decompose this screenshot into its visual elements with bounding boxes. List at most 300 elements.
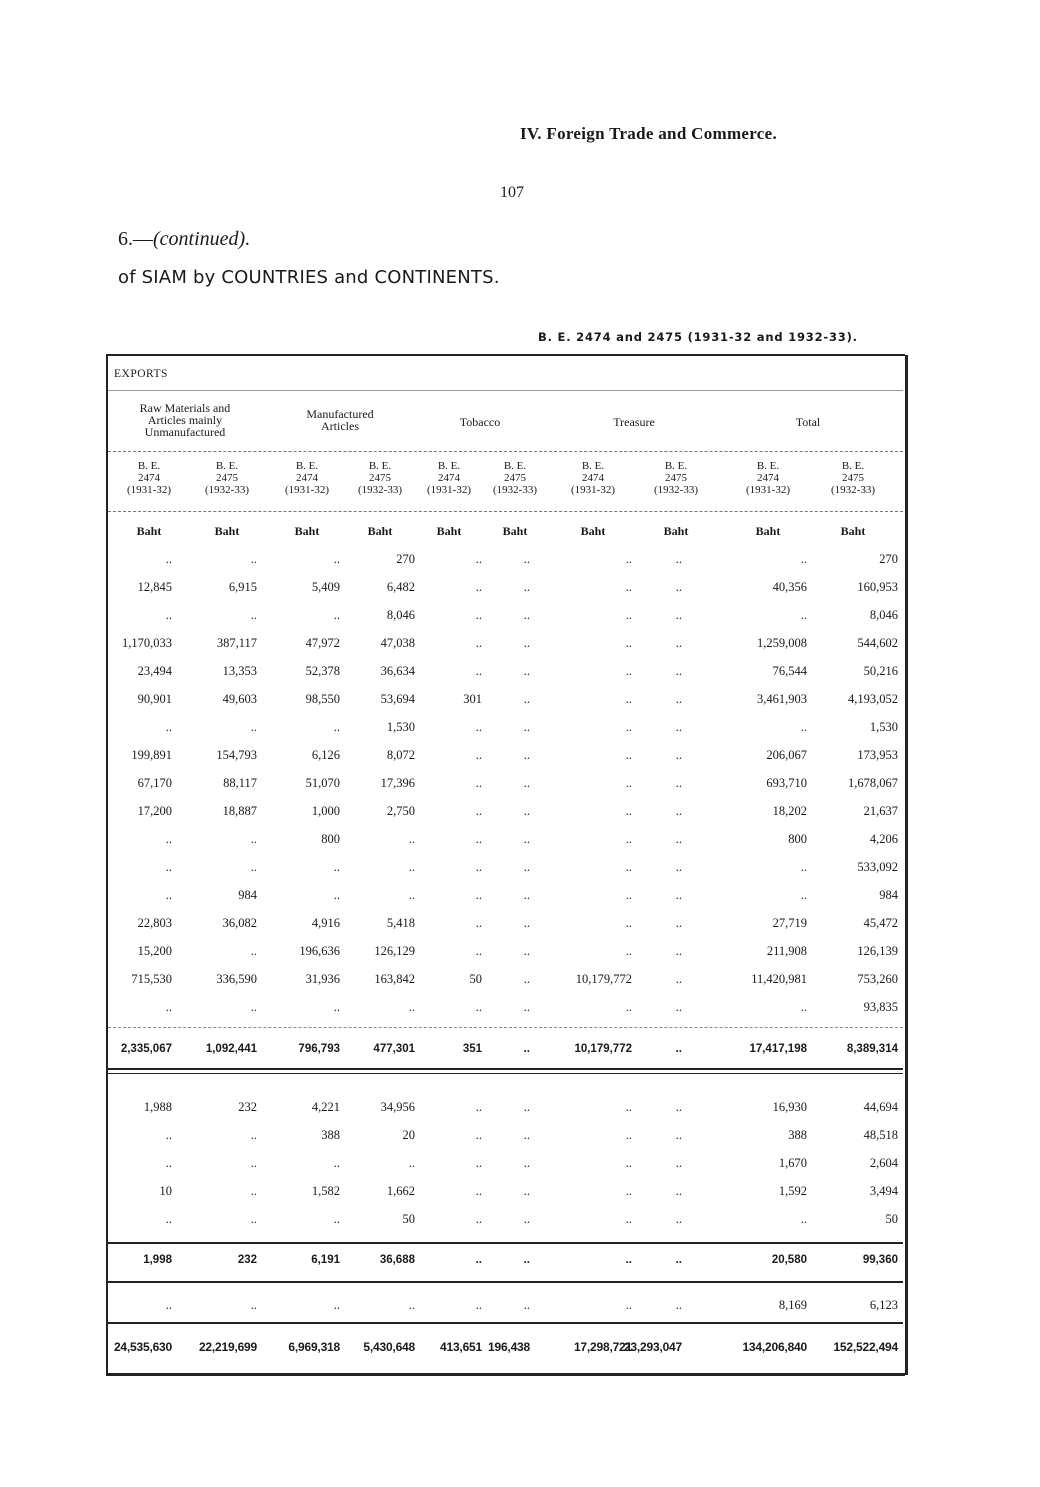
table-row-cell: .. xyxy=(523,552,530,566)
table-row-cell: .. xyxy=(165,1212,172,1226)
column-header-line: 2474 xyxy=(438,472,460,484)
column-header-line: B. E. xyxy=(437,460,461,472)
table-row-cell: 50 xyxy=(402,1212,415,1226)
table-row-cell: 1,170,033 xyxy=(122,636,172,650)
subtotal-cell: 351 xyxy=(462,1043,482,1055)
table-row-cell: .. xyxy=(523,944,530,958)
table-row-cell: .. xyxy=(165,720,172,734)
table-row-cell: .. xyxy=(523,1212,530,1226)
table-row-cell: .. xyxy=(625,1156,632,1170)
table-row-cell: .. xyxy=(250,860,257,874)
table-row-cell: 1,000 xyxy=(311,804,340,818)
table-row-cell: 1,670 xyxy=(778,1156,807,1170)
table-row-cell: 11,420,981 xyxy=(751,972,807,986)
table-row-cell: 48,518 xyxy=(863,1128,898,1142)
table-row-cell: 196,636 xyxy=(299,944,340,958)
table-row-cell: .. xyxy=(800,888,807,902)
group-header-line: Raw Materials and xyxy=(139,401,231,415)
table-row-cell: .. xyxy=(800,860,807,874)
table-row-cell: 52,378 xyxy=(305,664,340,678)
table-row-cell: 3,494 xyxy=(869,1184,898,1198)
column-header-line: 2475 xyxy=(842,472,864,484)
table-row-cell: .. xyxy=(165,552,172,566)
table-row-cell: .. xyxy=(250,1212,257,1226)
period-label: B. E. 2474 and 2475 (1931-32 and 1932-33). xyxy=(538,330,858,344)
table-row-cell: 1,530 xyxy=(386,720,415,734)
continued-title xyxy=(118,228,250,251)
table-row-cell: .. xyxy=(523,804,530,818)
exports-label: EXPORTS xyxy=(114,368,168,380)
table-row-cell: .. xyxy=(675,664,682,678)
table-row-cell: 50 xyxy=(885,1212,898,1226)
grand-total-cell: 22,219,699 xyxy=(198,1340,257,1354)
table-row-cell: 163,842 xyxy=(374,972,415,986)
table-row-cell: .. xyxy=(625,1128,632,1142)
table-number: 6.— xyxy=(118,228,153,250)
table-row-cell: .. xyxy=(625,608,632,622)
column-header-line: 2475 xyxy=(216,472,238,484)
column-header-line: B. E. xyxy=(581,460,605,472)
unit-label: Baht xyxy=(840,524,866,538)
column-header-line: (1931-32) xyxy=(127,484,171,496)
table-row-cell: 6,126 xyxy=(311,748,340,762)
section-heading: IV. Foreign Trade and Commerce. xyxy=(520,124,778,143)
group-header-line: Tobacco xyxy=(459,415,501,429)
subtotal-cell: .. xyxy=(523,1254,530,1266)
table-row-cell: 8,046 xyxy=(869,608,898,622)
column-header-line: 2474 xyxy=(296,472,318,484)
table-row-cell: .. xyxy=(625,692,632,706)
table-row-cell: 160,953 xyxy=(857,580,898,594)
table-row-cell: .. xyxy=(625,552,632,566)
page-number: 107 xyxy=(500,184,524,201)
table-row-cell: 50 xyxy=(469,972,482,986)
table-row-cell: 98,550 xyxy=(305,692,340,706)
table-row-cell: .. xyxy=(625,832,632,846)
table-row-cell: .. xyxy=(675,608,682,622)
column-header-line: 2475 xyxy=(665,472,687,484)
table-row-cell: .. xyxy=(800,1000,807,1014)
column-header-line: (1931-32) xyxy=(285,484,329,496)
unit-label: Baht xyxy=(136,524,162,538)
table-row-cell: 544,602 xyxy=(857,636,898,650)
table-row-cell: 4,221 xyxy=(311,1100,340,1114)
table-row-cell: .. xyxy=(475,860,482,874)
table-row-cell: 8,046 xyxy=(386,608,415,622)
table-row-cell: 16,930 xyxy=(772,1100,807,1114)
column-header-line: B. E. xyxy=(756,460,780,472)
table-row-cell: .. xyxy=(523,580,530,594)
grand-total-rule xyxy=(108,1322,903,1324)
table-row-cell: 49,603 xyxy=(222,692,257,706)
table-row-cell: .. xyxy=(333,720,340,734)
table-row-cell: .. xyxy=(523,1100,530,1114)
subtotal-a-rule xyxy=(108,1027,903,1028)
table-row-cell: 36,082 xyxy=(222,916,257,930)
table-row-cell: .. xyxy=(250,832,257,846)
table-row-cell: 22,803 xyxy=(137,916,172,930)
column-header-line: B. E. xyxy=(503,460,527,472)
grand-total-cell: 5,430,648 xyxy=(363,1340,415,1354)
table-row-cell: .. xyxy=(523,664,530,678)
table-row-cell: .. xyxy=(408,860,415,874)
table-row-cell: 93,835 xyxy=(863,1000,898,1014)
table-row-cell: .. xyxy=(250,1156,257,1170)
column-header xyxy=(480,460,550,496)
unit-label: Baht xyxy=(502,524,528,538)
table-row-cell: 2,750 xyxy=(386,804,415,818)
table-row-cell: .. xyxy=(675,720,682,734)
table-row-cell: .. xyxy=(408,1000,415,1014)
subtotal-cell: .. xyxy=(475,1254,482,1266)
row-c-rule xyxy=(108,1281,903,1283)
table-row-cell: .. xyxy=(675,1100,682,1114)
table-row-cell: .. xyxy=(675,1298,682,1312)
table-row-cell: .. xyxy=(475,636,482,650)
group-header-5 xyxy=(728,416,888,428)
table-row-cell: .. xyxy=(475,664,482,678)
table-row-cell: .. xyxy=(675,972,682,986)
table-row-cell: 800 xyxy=(321,832,340,846)
table-row-cell: .. xyxy=(675,944,682,958)
unit-label: Baht xyxy=(214,524,240,538)
subtotal-cell: 232 xyxy=(237,1254,257,1266)
table-row-cell: 6,123 xyxy=(869,1298,898,1312)
table-row-cell: .. xyxy=(408,1298,415,1312)
group-header-4 xyxy=(554,416,714,428)
table-row-cell: 13,353 xyxy=(222,664,257,678)
table-row-cell: .. xyxy=(165,1156,172,1170)
table-row-cell: .. xyxy=(475,1184,482,1198)
table-row-cell: .. xyxy=(523,720,530,734)
table-row-cell: .. xyxy=(475,888,482,902)
table-row-cell: .. xyxy=(523,1000,530,1014)
table-row-cell: 67,170 xyxy=(137,776,172,790)
table-row-cell: .. xyxy=(250,608,257,622)
table-row-cell: .. xyxy=(165,1000,172,1014)
table-row-cell: 45,472 xyxy=(863,916,898,930)
table-row-cell: .. xyxy=(475,1298,482,1312)
table-row-cell: 211,908 xyxy=(766,944,807,958)
table-row-cell: .. xyxy=(675,804,682,818)
table-row-cell: .. xyxy=(625,1212,632,1226)
table-row-cell: 6,482 xyxy=(386,580,415,594)
grand-total-cell: 24,535,630 xyxy=(113,1340,172,1354)
table-row-cell: .. xyxy=(250,552,257,566)
table-row-cell: 388 xyxy=(788,1128,807,1142)
subtotal-cell: 2,335,067 xyxy=(120,1043,172,1055)
subtotal-cell: 1,092,441 xyxy=(205,1043,257,1055)
column-header xyxy=(345,460,415,496)
table-row-cell: 36,634 xyxy=(380,664,415,678)
table-row-cell: .. xyxy=(800,720,807,734)
grand-total-cell: 23,293,047 xyxy=(623,1340,682,1354)
table-row-cell: .. xyxy=(675,552,682,566)
table-row-cell: .. xyxy=(625,944,632,958)
subtotal-cell: 1,998 xyxy=(143,1254,172,1266)
table-row-cell: .. xyxy=(165,832,172,846)
table-row-cell: 336,590 xyxy=(216,972,257,986)
table-row-cell: 47,972 xyxy=(305,636,340,650)
subtotal-cell: .. xyxy=(675,1254,682,1266)
table-row-cell: 270 xyxy=(879,552,898,566)
table-row-cell: 387,117 xyxy=(216,636,257,650)
column-header-line: 2475 xyxy=(504,472,526,484)
table-row-cell: .. xyxy=(523,832,530,846)
table-row-cell: .. xyxy=(523,972,530,986)
table-row-cell: 50,216 xyxy=(863,664,898,678)
table-row-cell: .. xyxy=(523,608,530,622)
table-row-cell: .. xyxy=(675,748,682,762)
subtotal-cell: 10,179,772 xyxy=(574,1043,632,1055)
table-row-cell: .. xyxy=(675,916,682,930)
group-header-3 xyxy=(400,416,560,428)
table-row-cell: .. xyxy=(625,664,632,678)
column-header-line: 2474 xyxy=(757,472,779,484)
table-row-cell: 21,637 xyxy=(863,804,898,818)
table-row-cell: .. xyxy=(333,888,340,902)
table-row-cell: .. xyxy=(625,1100,632,1114)
table-row-cell: 3,461,903 xyxy=(757,692,807,706)
table-row-cell: .. xyxy=(523,1298,530,1312)
table-row-cell: 199,891 xyxy=(131,748,172,762)
table-row-cell: 1,678,067 xyxy=(848,776,898,790)
table-row-cell: .. xyxy=(408,832,415,846)
table-row-cell: .. xyxy=(475,804,482,818)
column-header xyxy=(558,460,628,496)
column-header-line: (1932-33) xyxy=(831,484,875,496)
subtotal-b-rule xyxy=(108,1242,903,1244)
group-header-2 xyxy=(260,408,420,432)
grand-total-cell: 152,522,494 xyxy=(833,1340,898,1354)
table-row-cell: 12,845 xyxy=(137,580,172,594)
table-row-cell: .. xyxy=(475,776,482,790)
table-row-cell: .. xyxy=(523,748,530,762)
table-row-cell: .. xyxy=(675,636,682,650)
group-header-line: Manufactured xyxy=(306,407,374,421)
table-row-cell: .. xyxy=(475,580,482,594)
table-row-cell: 126,129 xyxy=(374,944,415,958)
table-row-cell: 8,072 xyxy=(386,748,415,762)
column-header-line: (1931-32) xyxy=(746,484,790,496)
table-row-cell: .. xyxy=(475,720,482,734)
table-row-cell: .. xyxy=(675,860,682,874)
table-row-cell: 76,544 xyxy=(772,664,807,678)
table-row-cell: .. xyxy=(675,1156,682,1170)
table-row-cell: 232 xyxy=(238,1100,257,1114)
subtotal-cell: 99,360 xyxy=(862,1254,898,1266)
table-row-cell: .. xyxy=(475,916,482,930)
table-row-cell: 4,193,052 xyxy=(848,692,898,706)
table-row-cell: 1,988 xyxy=(143,1100,172,1114)
column-header xyxy=(114,460,184,496)
table-row-cell: 4,916 xyxy=(311,916,340,930)
column-header-rule xyxy=(108,511,903,512)
column-header-line: (1932-33) xyxy=(654,484,698,496)
table-row-cell: .. xyxy=(165,888,172,902)
subtotal-cell: .. xyxy=(675,1043,682,1055)
table-row-cell: .. xyxy=(165,1128,172,1142)
table-row-cell: .. xyxy=(250,1000,257,1014)
table-row-cell: .. xyxy=(408,888,415,902)
table-row-cell: 88,117 xyxy=(223,776,257,790)
table-row-cell: .. xyxy=(250,720,257,734)
section-rule xyxy=(108,1068,903,1070)
table-row-cell: 270 xyxy=(396,552,415,566)
table-row-cell: 984 xyxy=(879,888,898,902)
table-row-cell: 1,592 xyxy=(778,1184,807,1198)
grand-total-cell: 413,651 xyxy=(440,1340,482,1354)
table-row-cell: 533,092 xyxy=(857,860,898,874)
table-row-cell: .. xyxy=(250,1128,257,1142)
subtotal-cell: 6,191 xyxy=(311,1254,340,1266)
table-row-cell: 18,202 xyxy=(772,804,807,818)
column-header-line: B. E. xyxy=(295,460,319,472)
table-row-cell: 15,200 xyxy=(137,944,172,958)
table-row-cell: 31,936 xyxy=(305,972,340,986)
group-header-rule xyxy=(108,451,903,452)
table-row-cell: .. xyxy=(625,776,632,790)
table-row-cell: .. xyxy=(625,1000,632,1014)
table-row-cell: .. xyxy=(625,1298,632,1312)
table-row-cell: 10 xyxy=(159,1184,172,1198)
column-header-line: 2474 xyxy=(138,472,160,484)
table-row-cell: .. xyxy=(625,748,632,762)
table-row-cell: .. xyxy=(475,608,482,622)
header-rule xyxy=(108,390,903,391)
unit-label: Baht xyxy=(580,524,606,538)
table-row-cell: 53,694 xyxy=(380,692,415,706)
column-header xyxy=(733,460,803,496)
table-row-cell: .. xyxy=(625,888,632,902)
table-row-cell: .. xyxy=(333,1298,340,1312)
unit-label: Baht xyxy=(436,524,462,538)
section-rule xyxy=(108,1073,903,1074)
column-header-line: (1932-33) xyxy=(493,484,537,496)
grand-total-cell: 196,438 xyxy=(488,1340,530,1354)
table-row-cell: 1,259,008 xyxy=(757,636,807,650)
column-header xyxy=(414,460,484,496)
column-header-line: (1932-33) xyxy=(358,484,402,496)
group-header-1 xyxy=(105,402,265,438)
table-row-cell: .. xyxy=(250,1298,257,1312)
table-row-cell: 693,710 xyxy=(766,776,807,790)
subtotal-cell: 8,389,314 xyxy=(846,1043,898,1055)
unit-label: Baht xyxy=(755,524,781,538)
table-row-cell: .. xyxy=(250,944,257,958)
table-row-cell: .. xyxy=(475,832,482,846)
table-row-cell: .. xyxy=(675,1128,682,1142)
table-row-cell: 984 xyxy=(238,888,257,902)
table-row-cell: .. xyxy=(625,1184,632,1198)
table-row-cell: 154,793 xyxy=(216,748,257,762)
table-row-cell: .. xyxy=(475,1000,482,1014)
unit-label: Baht xyxy=(663,524,689,538)
column-header xyxy=(818,460,888,496)
table-row-cell: .. xyxy=(523,1128,530,1142)
column-header-line: B. E. xyxy=(137,460,161,472)
table-row-cell: 5,409 xyxy=(311,580,340,594)
column-header-line: (1931-32) xyxy=(427,484,471,496)
column-header-line: B. E. xyxy=(368,460,392,472)
table-row-cell: .. xyxy=(675,1000,682,1014)
table-row-cell: .. xyxy=(675,580,682,594)
table-row-cell: .. xyxy=(675,1212,682,1226)
table-bottom-rule xyxy=(106,1373,905,1376)
table-row-cell: .. xyxy=(800,552,807,566)
table-top-rule xyxy=(106,354,905,356)
grand-total-cell: 6,969,318 xyxy=(288,1340,340,1354)
unit-label: Baht xyxy=(294,524,320,538)
table-row-cell: .. xyxy=(523,776,530,790)
unit-label: Baht xyxy=(367,524,393,538)
table-row-cell: .. xyxy=(165,1298,172,1312)
table-row-cell: .. xyxy=(475,1100,482,1114)
table-row-cell: .. xyxy=(333,608,340,622)
table-row-cell: 27,719 xyxy=(772,916,807,930)
table-row-cell: 6,915 xyxy=(228,580,257,594)
table-row-cell: 800 xyxy=(788,832,807,846)
continued-word: (continued). xyxy=(153,228,251,250)
table-row-cell: 20 xyxy=(402,1128,415,1142)
subtotal-cell: .. xyxy=(625,1254,632,1266)
table-row-cell: .. xyxy=(800,1212,807,1226)
table-row-cell: .. xyxy=(625,580,632,594)
table-row-cell: 173,953 xyxy=(857,748,898,762)
column-header-line: B. E. xyxy=(664,460,688,472)
column-header xyxy=(192,460,262,496)
table-row-cell: .. xyxy=(675,692,682,706)
subtotal-cell: 17,417,198 xyxy=(749,1043,807,1055)
table-row-cell: 2,604 xyxy=(869,1156,898,1170)
table-row-cell: .. xyxy=(675,832,682,846)
table-row-cell: 1,530 xyxy=(869,720,898,734)
table-row-cell: .. xyxy=(475,1128,482,1142)
table-row-cell: 40,356 xyxy=(772,580,807,594)
table-row-cell: .. xyxy=(333,552,340,566)
column-header xyxy=(641,460,711,496)
table-row-cell: .. xyxy=(523,916,530,930)
table-row-cell: 18,887 xyxy=(222,804,257,818)
table-row-cell: 47,038 xyxy=(380,636,415,650)
table-frame xyxy=(106,355,908,1375)
grand-total-cell: 134,206,840 xyxy=(742,1340,807,1354)
group-header-line: Articles mainly xyxy=(147,413,223,427)
table-row-cell: .. xyxy=(333,1156,340,1170)
table-row-cell: 1,662 xyxy=(386,1184,415,1198)
table-row-cell: 126,139 xyxy=(857,944,898,958)
table-row-cell: 17,200 xyxy=(137,804,172,818)
table-row-cell: .. xyxy=(523,1184,530,1198)
table-row-cell: .. xyxy=(333,1212,340,1226)
table-row-cell: .. xyxy=(475,1212,482,1226)
table-row-cell: 301 xyxy=(463,692,482,706)
group-header-line: Treasure xyxy=(613,415,655,429)
table-row-cell: 1,582 xyxy=(311,1184,340,1198)
group-header-line: Unmanufactured xyxy=(144,425,226,439)
group-header-line: Total xyxy=(795,415,821,429)
table-row-cell: .. xyxy=(625,860,632,874)
table-row-cell: 90,901 xyxy=(137,692,172,706)
table-row-cell: .. xyxy=(675,888,682,902)
table-row-cell: .. xyxy=(675,1184,682,1198)
table-row-cell: .. xyxy=(625,804,632,818)
table-row-cell: .. xyxy=(475,748,482,762)
table-row-cell: 23,494 xyxy=(137,664,172,678)
table-row-cell: .. xyxy=(675,776,682,790)
table-row-cell: 17,396 xyxy=(380,776,415,790)
grand-total-cell: 17,298,721 xyxy=(573,1340,632,1354)
